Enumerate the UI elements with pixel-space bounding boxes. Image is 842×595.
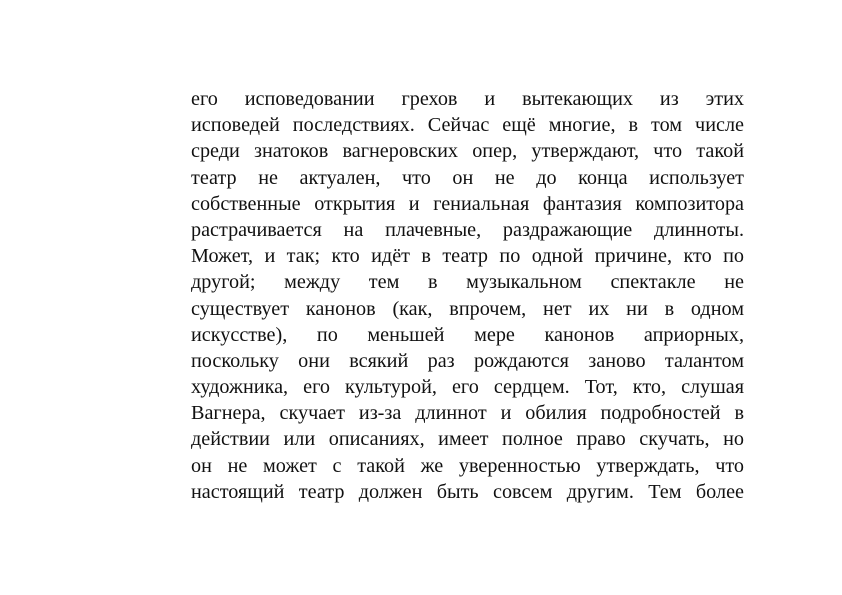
text-line: среди знатоков вагнеровских опер, утверждают, что такой [191,140,744,163]
text-line: существует канонов (как, впрочем, нет их ни в одном [191,297,744,320]
text-line: собственные открытия и гениальная фантазия композитора [191,192,744,215]
text-line: Может, и так; кто идёт в театр по одной причине, кто по [191,245,744,268]
text-line: искусстве), по меньшей мере канонов априорных, [191,323,744,346]
text-line: другой; между тем в музыкальном спектакле не [191,271,744,294]
body-text [191,86,744,505]
text-line: исповедей последствиях. Сейчас ещё многие, в том числе [191,114,744,137]
text-line: Вагнера, скучает из-за длиннот и обилия подробностей в [191,402,744,425]
text-line: художника, его культурой, его сердцем. Тот, кто, слушая [191,376,744,399]
text-line: растрачивается на плачевные, раздражающие длинноты. [191,218,744,241]
text-line: он не может с такой же уверенностью утверждать, что [191,454,744,477]
text-line: настоящий театр должен быть совсем другим. Тем более [191,480,744,503]
text-line: его исповедовании грехов и вытекающих из этих [191,88,744,110]
text-line: поскольку они всякий раз рождаются заново талантом [191,349,744,372]
text-line: театр не актуален, что он не до конца использует [191,166,744,189]
text-line: действии или описаниях, имеет полное право скучать, но [191,428,744,451]
